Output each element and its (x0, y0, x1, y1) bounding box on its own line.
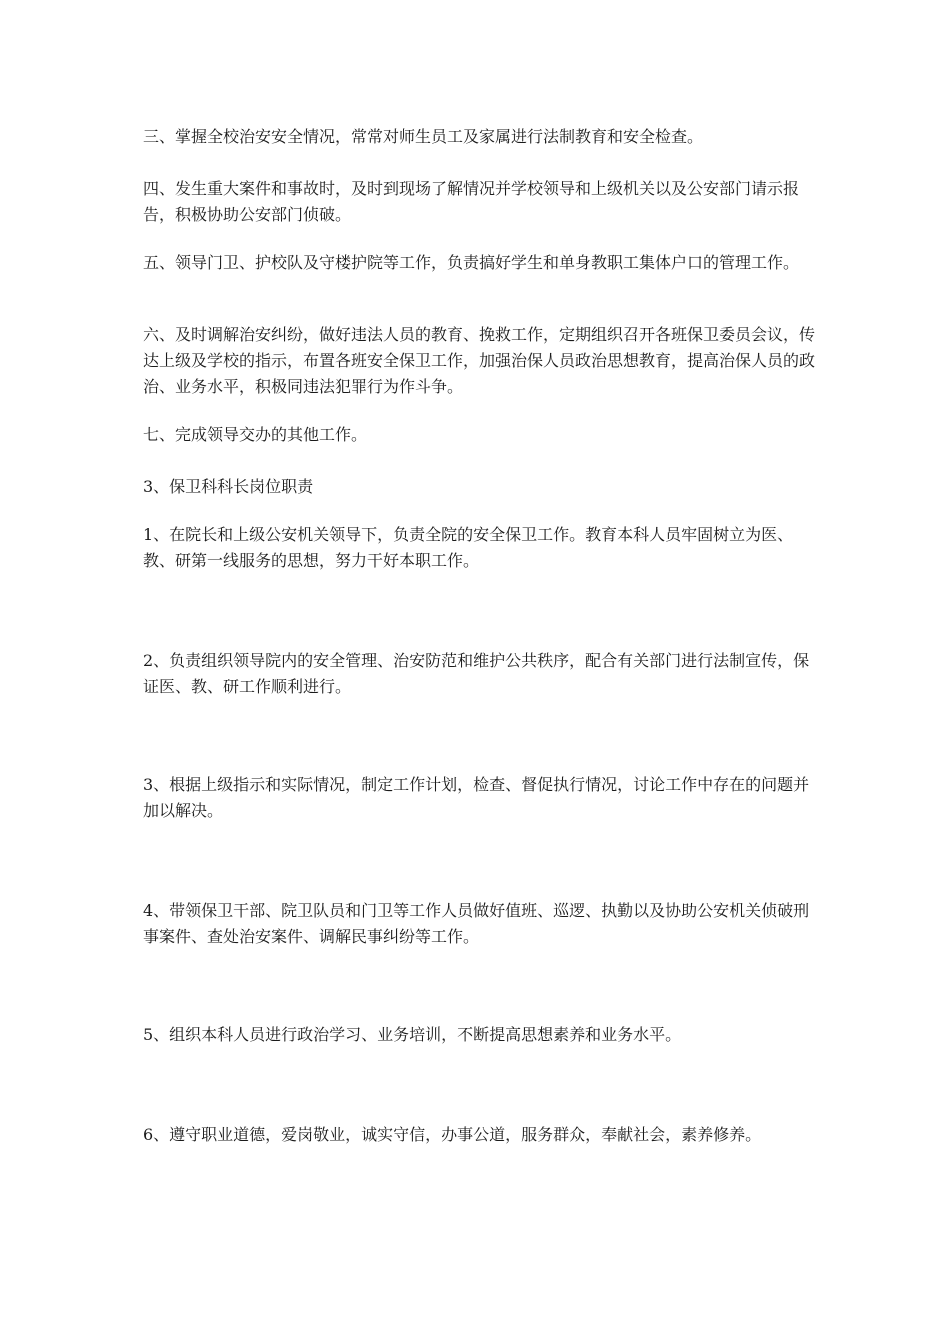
duty-item-2: 2、负责组织领导院内的安全管理、治安防范和维护公共秩序，配合有关部门进行法制宣传，保证医、教、研工作顺利进行。 (143, 651, 810, 696)
section-heading: 3、保卫科科长岗位职责 (143, 477, 314, 496)
paragraph-item-6: 六、及时调解治安纠纷，做好违法人员的教育、挽救工作，定期组织召开各班保卫委员会议，传达上级及学校的指示，布置各班安全保卫工作，加强治保人员政治思想教育，提高治保人员的政治、业务水平，积极同违法犯罪行为作斗争。 (143, 325, 816, 396)
duty-item-4: 4、带领保卫干部、院卫队员和门卫等工作人员做好值班、巡逻、执勤以及协助公安机关侦破刑事案件、查处治安案件、调解民事纠纷等工作。 (143, 901, 810, 946)
paragraph-item-4: 四、发生重大案件和事故时，及时到现场了解情况并学校领导和上级机关以及公安部门请示报告，积极协助公安部门侦破。 (143, 179, 800, 224)
paragraph-item-3: 三、掌握全校治安安全情况，常常对师生员工及家属进行法制教育和安全检查。 (143, 127, 704, 146)
paragraph-item-5: 五、领导门卫、护校队及守楼护院等工作，负责搞好学生和单身教职工集体户口的管理工作。 (143, 253, 800, 272)
duty-item-3: 3、根据上级指示和实际情况，制定工作计划，检查、督促执行情况，讨论工作中存在的问题并加以解决。 (143, 775, 810, 820)
duty-item-6: 6、遵守职业道德，爱岗敬业，诚实守信，办事公道，服务群众，奉献社会，素养修养。 (143, 1125, 762, 1144)
paragraph-item-7: 七、完成领导交办的其他工作。 (143, 425, 368, 444)
duty-item-1: 1、在院长和上级公安机关领导下，负责全院的安全保卫工作。教育本科人员牢固树立为医、教、研第一线服务的思想，努力干好本职工作。 (143, 525, 794, 570)
duty-item-5: 5、组织本科人员进行政治学习、业务培训，不断提高思想素养和业务水平。 (143, 1025, 682, 1044)
